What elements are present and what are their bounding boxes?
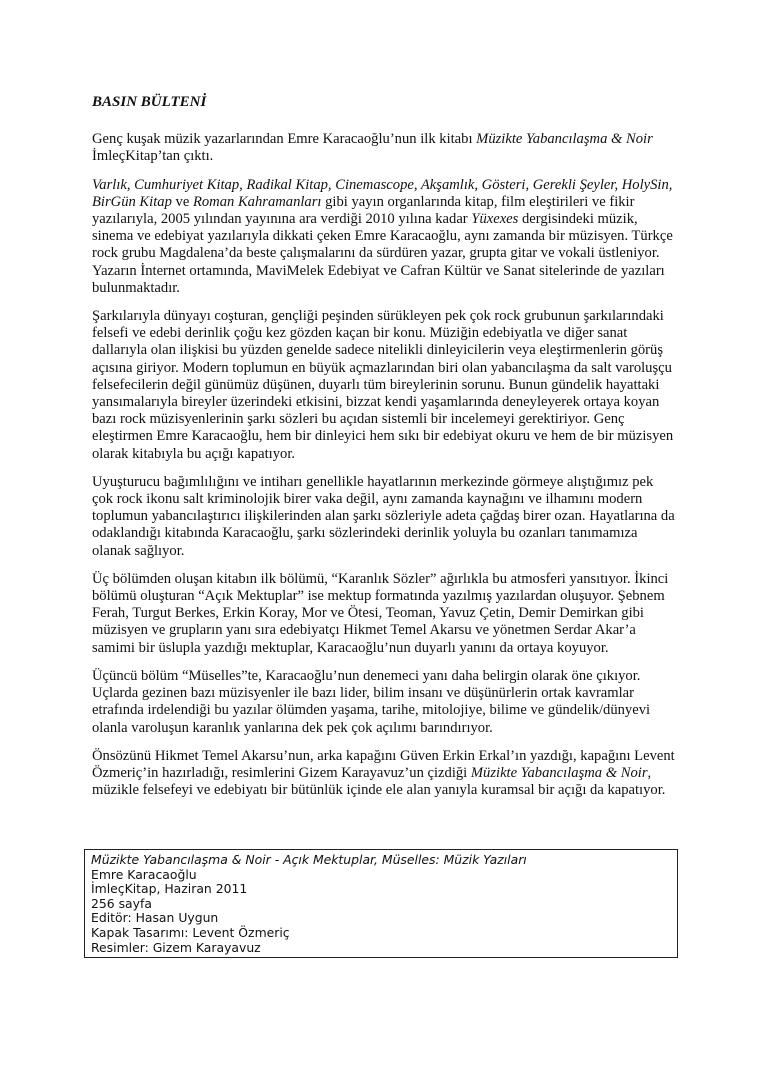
info-illustrations: Resimler: Gizem Karayavuz: [91, 939, 261, 955]
press-release-body: [92, 94, 676, 810]
text-run: Şarkılarıyla dünyayı coşturan, gençliği peşinden sürükleyen pek çok rock grubunun şarkılarındaki felsefi ve edebi derinlik çoğu kez gözden kaçan bir konu. Müziğin edebiyatla ve diğer sanat dallarıyla olan ilişkisi bu yüzden genelde sadece nitelikli dinleyicilerin veya eleştirmenlerin görüş açısına giriyor. Modern toplumun en büyük açmazlarından biri olan yabancılaşma da salt varoluşçu felsefecilerin değil günümüz düşünen, duyarlı tüm bireylerinin sorunu. Bunun gündelik hayattaki yansımalarıyla bireyler üzerindeki etkisini, bizzat kendi yaşamlarında deneyleyerek ortaya koyan bazı rock müzisyenlerinin şarkı sözleri bu açıdan sistemli bir incelemeyi gerektiriyor. Genç eleştirmen Emre Karacaoğlu, hem bir dinleyici hem sıkı bir edebiyat okuru ve hem de bir müzisyen olarak kitabıyla bu açığı kapatıyor.: [92, 308, 674, 462]
text-run: dergisindeki müzik, sinema ve edebiyat yazılarıyla dikkati çeken Emre Karacaoğlu, aynı zamanda bir müzisyen. Türkçe rock grubu Magdalena’da beste çalışmalarını da sürdüren yazar, grupta gitar ve vokali üstleniyor. Yazarın İnternet ortamında, MaviMelek Edebiyat ve Cafran Kültür ve Sanat sitelerinde de yazıları bulunmaktadır.: [92, 211, 673, 296]
paragraph-book-sections: [92, 571, 676, 657]
info-pages: 256 sayfa: [91, 895, 152, 911]
paragraph-author-bio: [92, 177, 676, 297]
paragraph-rock-lyrics: [92, 308, 676, 463]
italic-title-run: Roman Kahramanları: [192, 193, 322, 210]
text-run: Önsözünü Hikmet Temel Akarsu’nun, arka kapağını Güven Erkin Erkal’ın yazdığı, kapağını Levent Özmeriç’in hazırladığı, resimlerini Gizem Karayavuz’un çizdiği: [92, 747, 675, 781]
document-title: BASIN BÜLTENİ: [92, 94, 207, 110]
text-run: gibi yayın organlarında kitap, film eleştirileri ve fikir yazılarıyla, 2005 yılından yayınına ara verdiği 2010 yılına kadar: [92, 193, 635, 228]
paragraph-intro: [92, 131, 676, 165]
book-info-box: [84, 849, 678, 958]
paragraph-third-section: [92, 668, 676, 737]
text-run: Üçüncü bölüm “Müselles”te, Karacaoğlu’nun denemeci yanı daha belirgin olarak öne çıkıyor. Uçlarda gezinen bazı müzisyenler ile bazı lider, bilim insanı ve düşünürlerin ortak kavramlar etrafında irdelendiği bu yazılar ölümden yaşama, tarihe, mitolojiye, bilime ve gündelik/dünyevi olanla varoluşun karanlık yanlarına dek pek çok açılımı barındırıyor.: [92, 667, 651, 736]
text-run: , müzikle felsefeyi ve edebiyatı bir bütünlük içinde ele alan yanıyla kuramsal bir açığı da kapatıyor.: [92, 764, 666, 799]
text-run: Uyuşturucu bağımlılığını ve intiharı genellikle hayatlarının merkezinde görmeye alıştığımız pek çok rock ikonu salt kriminolojik birer vaka değil, aynı zamanda kaynağını ve ilhamını modern toplumun yabancılaştırıcı ilişkilerinden alan şarkı sözleriyle adeta çağdaş birer ozan. Hayatlarına da odaklandığı kitabında Karacaoğlu, şarkı sözlerindeki derinlik yoluyla bu ozanları tanımamıza olanak sağlıyor.: [92, 473, 675, 559]
text-run: Genç kuşak müzik yazarlarından Emre Karacaoğlu’nun ilk kitabı: [92, 131, 477, 148]
text-run: Üç bölümden oluşan kitabın ilk bölümü, “Karanlık Sözler” ağırlıkla bu atmosferi yansıtıyor. İkinci bölümü oluşturan “Açık Mektuplar” ise mektup formatında yazılmış yazılardan oluşuyor. Şebnem Ferah, Turgut Berkes, Erkin Koray, Mor ve Ötesi, Teoman, Yavuz Çetin, Demir Demirkan gibi müzisyen ve grupların yanı sıra edebiyatçı Hikmet Temel Akarsu ve yönetmen Serdar Akar’a samimi bir üslupla yazdığı mektuplar, Karacaoğlu’nun duyarlı yanını da ortaya koyuyor.: [92, 570, 669, 656]
text-run: ve: [171, 193, 193, 210]
italic-title-run: Yüxexes: [471, 211, 519, 228]
info-editor: Editör: Hasan Uygun: [91, 910, 219, 926]
info-cover-design: Kapak Tasarımı: Levent Özmeriç: [91, 924, 290, 940]
text-run: İmleçKitap’tan çıktı.: [92, 148, 214, 165]
info-book-title: Müzikte Yabancılaşma & Noir - Açık Mektuplar, Müselles: Müzik Yazıları: [91, 852, 527, 867]
paragraph-rock-icons: [92, 474, 676, 560]
info-publisher-date: İmleçKitap, Haziran 2011: [91, 881, 248, 897]
paragraph-credits: [92, 748, 676, 800]
italic-title-run: Müzikte Yabancılaşma & Noir: [476, 131, 653, 148]
italic-title-run: Müzikte Yabancılaşma & Noir: [470, 764, 648, 781]
info-author: Emre Karacaoğlu: [91, 866, 197, 882]
italic-title-run: Varlık, Cumhuriyet Kitap, Radikal Kitap, Cinemascope, Akşamlık, Gösteri, Gerekli Şeyler, HolySin, BirGün Kitap: [92, 176, 673, 210]
